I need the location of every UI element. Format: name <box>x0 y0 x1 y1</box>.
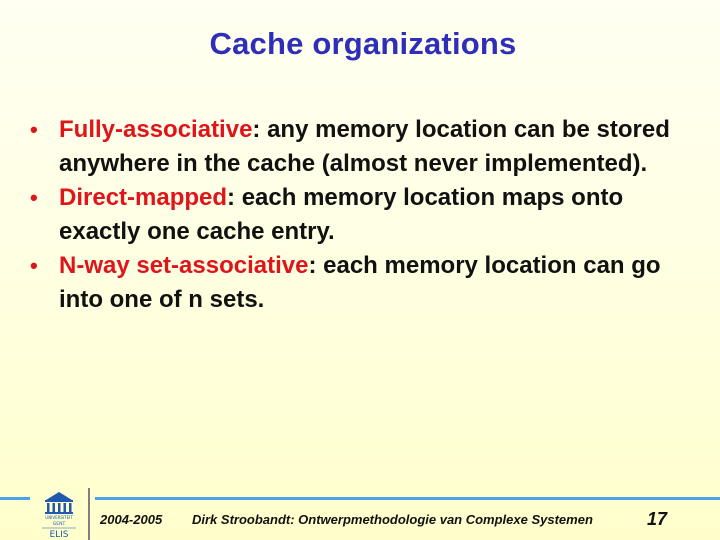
bullet-term: Direct-mapped <box>59 184 228 211</box>
bullet-text: : each memory location can go into one of n sets. <box>59 252 661 313</box>
logo-line-2: GENT <box>52 522 66 527</box>
slide-title: Cache organizations <box>209 26 517 61</box>
bullet-dot-icon: • <box>30 117 38 142</box>
footer-accent-bar-right <box>95 497 720 500</box>
university-building-icon <box>34 488 84 540</box>
bullet-term: N-way set-associative <box>59 252 309 279</box>
bullet-text: : any memory location can be stored anywhere in the cache (almost never implemented). <box>59 116 670 177</box>
bullet-dot-icon: • <box>30 185 38 210</box>
bullet-term: Fully-associative <box>59 116 253 143</box>
bullet-dot-icon: • <box>30 253 38 278</box>
logo-line-1: UNIVERSITEIT <box>45 515 73 520</box>
page-number: 17 <box>647 509 668 529</box>
bullet-item-fully-associative <box>30 113 700 181</box>
footer-author: Dirk Stroobandt: Ontwerpmethodologie van Complexe Systemen <box>192 512 593 527</box>
bullet-item-set-associative <box>30 249 700 317</box>
bullet-text: : each memory location maps onto exactly one cache entry. <box>59 184 624 245</box>
bullet-list <box>30 113 700 317</box>
footer-divider <box>88 488 90 540</box>
footer-year: 2004-2005 <box>100 512 163 527</box>
footer-accent-bar-left <box>0 497 30 500</box>
logo-line-3: ELIS <box>49 530 69 540</box>
bullet-item-direct-mapped <box>30 181 700 249</box>
